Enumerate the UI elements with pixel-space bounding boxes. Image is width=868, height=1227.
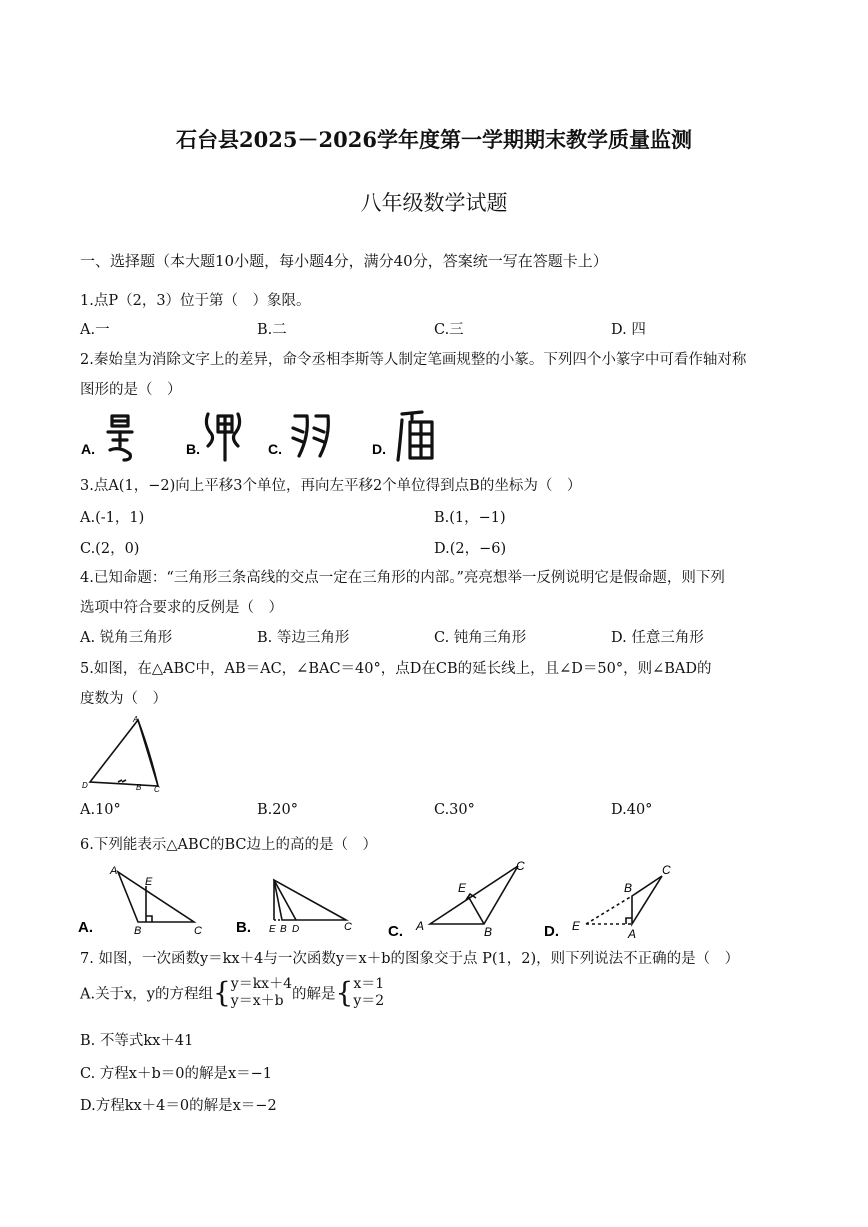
- q6b-label-c: C: [344, 921, 352, 933]
- q6-option-a-label: A.: [78, 919, 93, 936]
- q7-a-mid: 的解是: [291, 986, 336, 1003]
- q6b-label-e: E: [269, 924, 276, 935]
- q2-label-c: C.: [268, 441, 282, 457]
- q4-option-d: D. 任意三角形: [611, 630, 704, 646]
- question-5-stem-line1: 5.如图，在△ABC中，AB＝AC，∠BAC＝40°，点D在CB的延长线上，且∠D＝50°，则∠BAD的: [80, 661, 712, 677]
- q5-label-c: C: [154, 785, 160, 792]
- question-2-stem-line2: 图形的是（ ）: [80, 382, 182, 398]
- q5-option-d: D.40°: [611, 802, 653, 818]
- q6-figure-c: [430, 866, 518, 924]
- q3-option-a: A.(-1，1): [80, 510, 145, 526]
- q6c-label-a: A: [416, 919, 425, 933]
- q7-a-sol1: x＝1: [353, 976, 385, 992]
- q3-option-d: D.(2，−6): [434, 541, 507, 557]
- section-heading: 一、选择题（本大题10小题，每小题4分，满分40分，答案统一写在答题卡上）: [80, 252, 608, 270]
- q7-a-eq1: y＝kx＋4: [230, 976, 292, 992]
- q5-label-a: A: [133, 715, 139, 724]
- question-4-stem-line1: 4.已知命题：“三角形三条高线的交点一定在三角形的内部。”亮亮想举一反例说明它是假命题，则下列: [80, 570, 725, 586]
- q7-a-prefix: A.关于x，y的方程组: [80, 986, 213, 1003]
- question-2-stem-line1: 2.秦始皇为消除文字上的差异，命令丞相李斯等人制定笔画规整的小篆。下列四个小篆字中可看作轴对称: [80, 352, 747, 368]
- seal-char-c-figure: [293, 416, 328, 456]
- page-title: 石台县2025－2026学年度第一学期期末教学质量监测: [176, 127, 692, 152]
- q5-label-b: B: [136, 783, 142, 792]
- q6b-label-d: D: [292, 924, 300, 935]
- q6a-label-e: E: [145, 876, 153, 888]
- q6-option-c-label: C.: [388, 923, 403, 940]
- q1-option-c: C.三: [434, 322, 464, 338]
- q7-a-eq2: y＝x＋b: [230, 993, 284, 1009]
- q7-option-c: C. 方程x＋b＝0的解是x＝−1: [80, 1066, 273, 1082]
- q7-a-system: [231, 976, 292, 1010]
- seal-char-a-figure: [108, 416, 132, 460]
- q6-option-b-label: B.: [236, 919, 251, 936]
- q3-option-c: C.(2，0): [80, 541, 140, 557]
- q2-label-a: A.: [81, 441, 95, 457]
- question-6-stem: 6.下列能表示△ABC的BC边上的高的是（ ）: [80, 837, 377, 853]
- q4-option-a: A. 锐角三角形: [80, 630, 173, 646]
- q6d-label-c: C: [662, 863, 671, 877]
- q6a-label-b: B: [134, 925, 142, 937]
- q7-option-d: D.方程kx＋4＝0的解是x＝−2: [80, 1098, 277, 1114]
- q2-seal-characters: [80, 406, 480, 466]
- q6c-label-b: B: [484, 925, 493, 939]
- question-5-stem-line2: 度数为（ ）: [80, 691, 167, 707]
- seal-char-b-figure: [206, 414, 239, 460]
- q4-option-c: C. 钝角三角形: [434, 630, 527, 646]
- q6-option-d-label: D.: [544, 923, 559, 940]
- question-4-stem-line2: 选项中符合要求的反例是（ ）: [80, 600, 283, 616]
- q6-figure-a: [118, 872, 194, 922]
- q7-option-b: B. 不等式kx＋41: [80, 1033, 194, 1049]
- question-3-stem: 3.点A(1，−2)向上平移3个单位，再向左平移2个单位得到点B的坐标为（ ）: [80, 478, 582, 494]
- q6c-label-e: E: [458, 881, 467, 895]
- q5-label-d: D: [82, 781, 88, 790]
- question-7-stem: 7. 如图，一次函数y＝kx＋4与一次函数y＝x＋b的图象交于点 P(1，2)，则下列说法不正确的是（ ）: [80, 951, 740, 967]
- q5-option-c: C.30°: [434, 802, 475, 818]
- q5-triangle-figure: [78, 712, 168, 792]
- q6-figure-b: [274, 880, 346, 920]
- q1-option-d: D. 四: [611, 322, 646, 338]
- q1-option-a: A.一: [80, 322, 110, 338]
- q4-option-b: B. 等边三角形: [257, 630, 350, 646]
- q7-a-brace-1: {: [212, 976, 231, 1009]
- q3-option-b: B.(1，−1): [434, 510, 506, 526]
- q2-label-b: B.: [186, 441, 200, 457]
- q6d-label-e: E: [572, 919, 581, 933]
- q7-a-brace-2: {: [335, 976, 354, 1009]
- q7-a-solution: [353, 976, 384, 1010]
- q6d-label-b: B: [624, 881, 633, 895]
- q6a-label-a: A: [110, 865, 118, 877]
- seal-char-d-figure: [398, 412, 432, 460]
- q6d-label-a: A: [628, 927, 637, 940]
- q5-option-a: A.10°: [80, 802, 121, 818]
- q1-option-b: B.二: [257, 322, 287, 338]
- q6b-label-b: B: [280, 924, 287, 935]
- q2-label-d: D.: [372, 441, 386, 457]
- page-subtitle: 八年级数学试题: [360, 191, 508, 215]
- q6-figures: [76, 858, 696, 940]
- q6a-label-c: C: [194, 925, 202, 937]
- question-1-stem: 1.点P（2，3）位于第（ ）象限。: [80, 293, 311, 309]
- q7-option-a: [80, 976, 384, 1010]
- q6c-label-c: C: [516, 859, 525, 873]
- q5-option-b: B.20°: [257, 802, 298, 818]
- q7-a-sol2: y＝2: [353, 993, 385, 1009]
